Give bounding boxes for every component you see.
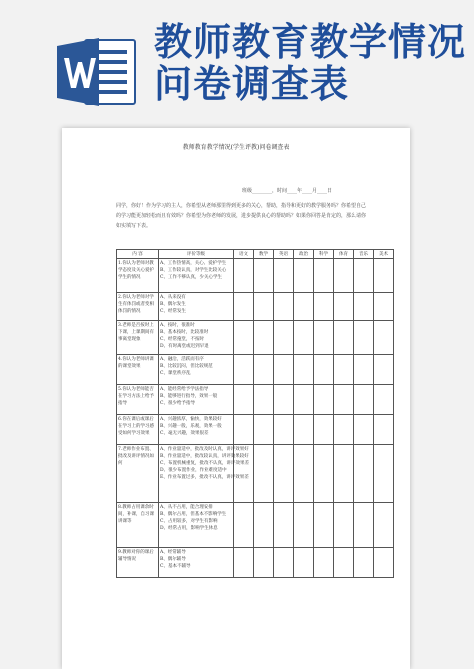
- question-cell: 2.你认为老师对学生有体罚或者变相体罚的情况: [117, 293, 159, 321]
- subject-rating-cell[interactable]: [374, 355, 394, 385]
- rating-option: A、作业量适中，批改及时认真，讲评效果好: [160, 447, 249, 452]
- subject-rating-cell[interactable]: [234, 503, 254, 548]
- rating-option: A、能经常给予学法指导: [160, 387, 209, 392]
- rating-option: B、比较沉闷，但比较规范: [160, 364, 213, 369]
- rating-options-cell: [159, 503, 234, 548]
- banner-title-line-1: 教师教育教学情况: [154, 19, 467, 64]
- subject-rating-cell[interactable]: [234, 385, 254, 415]
- subject-rating-cell[interactable]: [374, 548, 394, 578]
- question-cell: 6.你在课后或课后在学习上的学习感受如何学习效果: [117, 415, 159, 445]
- subject-rating-cell[interactable]: [274, 445, 294, 503]
- rating-options-cell: [159, 415, 234, 445]
- rating-option: B、作业量适中，批改较认真，讲评效果较好: [160, 454, 249, 459]
- class-date-line: 班级________，时间____年____月____日: [242, 188, 333, 194]
- subject-rating-cell[interactable]: [334, 385, 354, 415]
- subject-rating-cell[interactable]: [374, 259, 394, 293]
- subject-rating-cell[interactable]: [234, 415, 254, 445]
- table-header-row: [117, 250, 394, 259]
- subject-rating-cell[interactable]: [334, 355, 354, 385]
- subject-rating-cell[interactable]: [294, 445, 314, 503]
- rating-option: C、课堂秩序乱: [160, 371, 191, 376]
- subject-rating-cell[interactable]: [354, 321, 374, 355]
- table-row: [117, 415, 394, 445]
- subject-rating-cell[interactable]: [314, 385, 334, 415]
- rating-option: B、兴趣一般，乐观，效果一般: [160, 424, 222, 429]
- table-header-cell: 英语: [274, 250, 294, 259]
- rating-option: A、经常辅导: [160, 550, 186, 555]
- subject-rating-cell[interactable]: [354, 445, 374, 503]
- subject-rating-cell[interactable]: [314, 355, 334, 385]
- rating-option: C、基本不辅导: [160, 564, 191, 569]
- subject-rating-cell[interactable]: [274, 293, 294, 321]
- subject-rating-cell[interactable]: [254, 503, 274, 548]
- subject-rating-cell[interactable]: [374, 445, 394, 503]
- subject-rating-cell[interactable]: [354, 385, 374, 415]
- rating-option: A、从不占用，能合理安排: [160, 505, 213, 510]
- rating-option: C、布置机械重复，批改不认真，讲评效果差: [160, 461, 249, 466]
- subject-rating-cell[interactable]: [274, 503, 294, 548]
- subject-rating-cell[interactable]: [314, 321, 334, 355]
- document-title: 教师教育教学情况(学生评教)问卷调查表: [182, 144, 290, 151]
- rating-option: B、偶尔发生: [160, 302, 186, 307]
- subject-rating-cell[interactable]: [334, 445, 354, 503]
- rating-option: B、基本按时，比较准时: [160, 330, 209, 335]
- subject-rating-cell[interactable]: [254, 445, 274, 503]
- intro-paragraph: 同学，你好！作为学习的主人，你希望从老师那里得到更多的关心，帮助，指导和更好的教学服务吗？你希望自己的学习能更加轻松而且有效吗？你希望为你老师的发展，进步提供良心的帮助吗？如果你回答是肯定的，那么请你如实填写下表。: [116, 203, 367, 229]
- subject-rating-cell[interactable]: [254, 385, 274, 415]
- table-row: [117, 259, 394, 293]
- subject-rating-cell[interactable]: [314, 259, 334, 293]
- subject-rating-cell[interactable]: [294, 259, 314, 293]
- question-cell: 5.你认为老师能否在学习方法上给予指导: [117, 385, 159, 415]
- rating-option: A、兴趣浓厚，愉快，效果较好: [160, 417, 222, 422]
- subject-rating-cell[interactable]: [294, 503, 314, 548]
- rating-option: A、按时，很准时: [160, 323, 195, 328]
- subject-rating-cell[interactable]: [374, 293, 394, 321]
- table-header-cell: 内 容: [117, 250, 159, 259]
- subject-rating-cell[interactable]: [254, 321, 274, 355]
- rating-options-cell: [159, 445, 249, 503]
- subject-rating-cell[interactable]: [334, 548, 354, 578]
- table-header-cell: 科学: [314, 250, 334, 259]
- question-cell: 3.老师是否按时上下课，上课期间有事离堂现象: [117, 321, 159, 355]
- subject-rating-cell[interactable]: [294, 355, 314, 385]
- rating-options-cell: [159, 259, 234, 293]
- table-row: [117, 321, 394, 355]
- table-header-cell: 数学: [254, 250, 274, 259]
- subject-rating-cell[interactable]: [334, 293, 354, 321]
- document-page: [62, 128, 410, 669]
- rating-option: C、占用较多，对学生有影响: [160, 519, 218, 524]
- table-row: [117, 355, 394, 385]
- subject-rating-cell[interactable]: [374, 415, 394, 445]
- subject-rating-cell[interactable]: [234, 548, 254, 578]
- subject-rating-cell[interactable]: [314, 445, 334, 503]
- question-cell: 4.你认为老师讲课的课堂效果: [117, 355, 159, 385]
- rating-option: C、工作不够认真，少关心学生: [160, 275, 222, 280]
- table-header-cell: 音乐: [354, 250, 374, 259]
- table-header-cell: 语文: [234, 250, 254, 259]
- table-row: [117, 503, 394, 548]
- table-header-cell: 体育: [334, 250, 354, 259]
- rating-option: D、有时离堂或迟到早退: [160, 344, 209, 349]
- rating-option: C、很少给予指导: [160, 401, 195, 406]
- rating-option: C、经常拖堂，不按时: [160, 337, 204, 342]
- table-row: [117, 293, 394, 321]
- subject-rating-cell[interactable]: [314, 293, 334, 321]
- table-header-cell: 美术: [374, 250, 394, 259]
- subject-rating-cell[interactable]: [274, 321, 294, 355]
- subject-rating-cell[interactable]: [254, 259, 274, 293]
- banner: [0, 0, 474, 120]
- subject-rating-cell[interactable]: [274, 355, 294, 385]
- rating-option: B、能够进行指导，效果一般: [160, 394, 218, 399]
- subject-rating-cell[interactable]: [334, 259, 354, 293]
- subject-rating-cell[interactable]: [254, 548, 274, 578]
- subject-rating-cell[interactable]: [234, 355, 254, 385]
- subject-rating-cell[interactable]: [234, 259, 254, 293]
- rating-options-cell: [159, 548, 234, 578]
- subject-rating-cell[interactable]: [334, 503, 354, 548]
- subject-rating-cell[interactable]: [374, 321, 394, 355]
- subject-rating-cell[interactable]: [274, 385, 294, 415]
- subject-rating-cell[interactable]: [334, 321, 354, 355]
- rating-option: D、很少布置作业，作业难度适中: [160, 468, 227, 473]
- subject-rating-cell[interactable]: [314, 548, 334, 578]
- subject-rating-cell[interactable]: [234, 293, 254, 321]
- table-row: [117, 385, 394, 415]
- subject-rating-cell[interactable]: [274, 415, 294, 445]
- question-cell: 1.你认为老师对教学态度及关心爱护学生的情况: [117, 259, 159, 293]
- subject-rating-cell[interactable]: [374, 385, 394, 415]
- subject-rating-cell[interactable]: [234, 321, 254, 355]
- subject-rating-cell[interactable]: [274, 548, 294, 578]
- subject-rating-cell[interactable]: [274, 259, 294, 293]
- subject-rating-cell[interactable]: [314, 503, 334, 548]
- survey-table: [116, 249, 394, 578]
- rating-options-cell: [159, 355, 234, 385]
- subject-rating-cell[interactable]: [294, 321, 314, 355]
- subject-rating-cell[interactable]: [334, 415, 354, 445]
- rating-option: B、偶尔占用，但基本不影响学生: [160, 512, 227, 517]
- question-cell: 9.教师对你的课后辅导情况: [117, 548, 159, 578]
- table-row: [117, 445, 394, 503]
- question-cell: 8.教师占用课余时间，补课，自习课讲课等: [117, 503, 159, 548]
- table-row: [117, 548, 394, 578]
- rating-option: E、作业布置过多，批改不认真，讲评效果差: [160, 475, 249, 480]
- question-cell: 7.老师作业布置、批改及讲评情况如何: [117, 445, 159, 503]
- subject-rating-cell[interactable]: [254, 415, 274, 445]
- word-document-icon: [55, 36, 137, 108]
- subject-rating-cell[interactable]: [294, 293, 314, 321]
- subject-rating-cell[interactable]: [354, 415, 374, 445]
- subject-rating-cell[interactable]: [294, 385, 314, 415]
- subject-rating-cell[interactable]: [254, 355, 274, 385]
- rating-option: A、从来没有: [160, 295, 186, 300]
- rating-option: D、经常占用，影响学生休息: [160, 526, 218, 531]
- rating-options-cell: [159, 321, 234, 355]
- rating-option: B、工作较认真，对学生比较关心: [160, 268, 227, 273]
- subject-rating-cell[interactable]: [254, 293, 274, 321]
- subject-rating-cell[interactable]: [374, 503, 394, 548]
- subject-rating-cell[interactable]: [354, 355, 374, 385]
- subject-rating-cell[interactable]: [354, 259, 374, 293]
- subject-rating-cell[interactable]: [354, 548, 374, 578]
- rating-options-cell: [159, 293, 234, 321]
- rating-option: C、毫无兴趣，效果很差: [160, 431, 209, 436]
- subject-rating-cell[interactable]: [354, 503, 374, 548]
- subject-rating-cell[interactable]: [314, 415, 334, 445]
- table-header-cell: 政治: [294, 250, 314, 259]
- banner-title-line-2: 问卷调查表: [154, 61, 350, 106]
- rating-option: A、融洽，活跃而有序: [160, 357, 204, 362]
- table-header-cell: 评价等级: [159, 250, 234, 259]
- subject-rating-cell[interactable]: [294, 415, 314, 445]
- rating-option: C、经常发生: [160, 309, 186, 314]
- rating-option: B、偶尔辅导: [160, 557, 186, 562]
- rating-options-cell: [159, 385, 234, 415]
- subject-rating-cell[interactable]: [294, 548, 314, 578]
- rating-option: A、工作热情高，关心、爱护学生: [160, 261, 227, 266]
- subject-rating-cell[interactable]: [354, 293, 374, 321]
